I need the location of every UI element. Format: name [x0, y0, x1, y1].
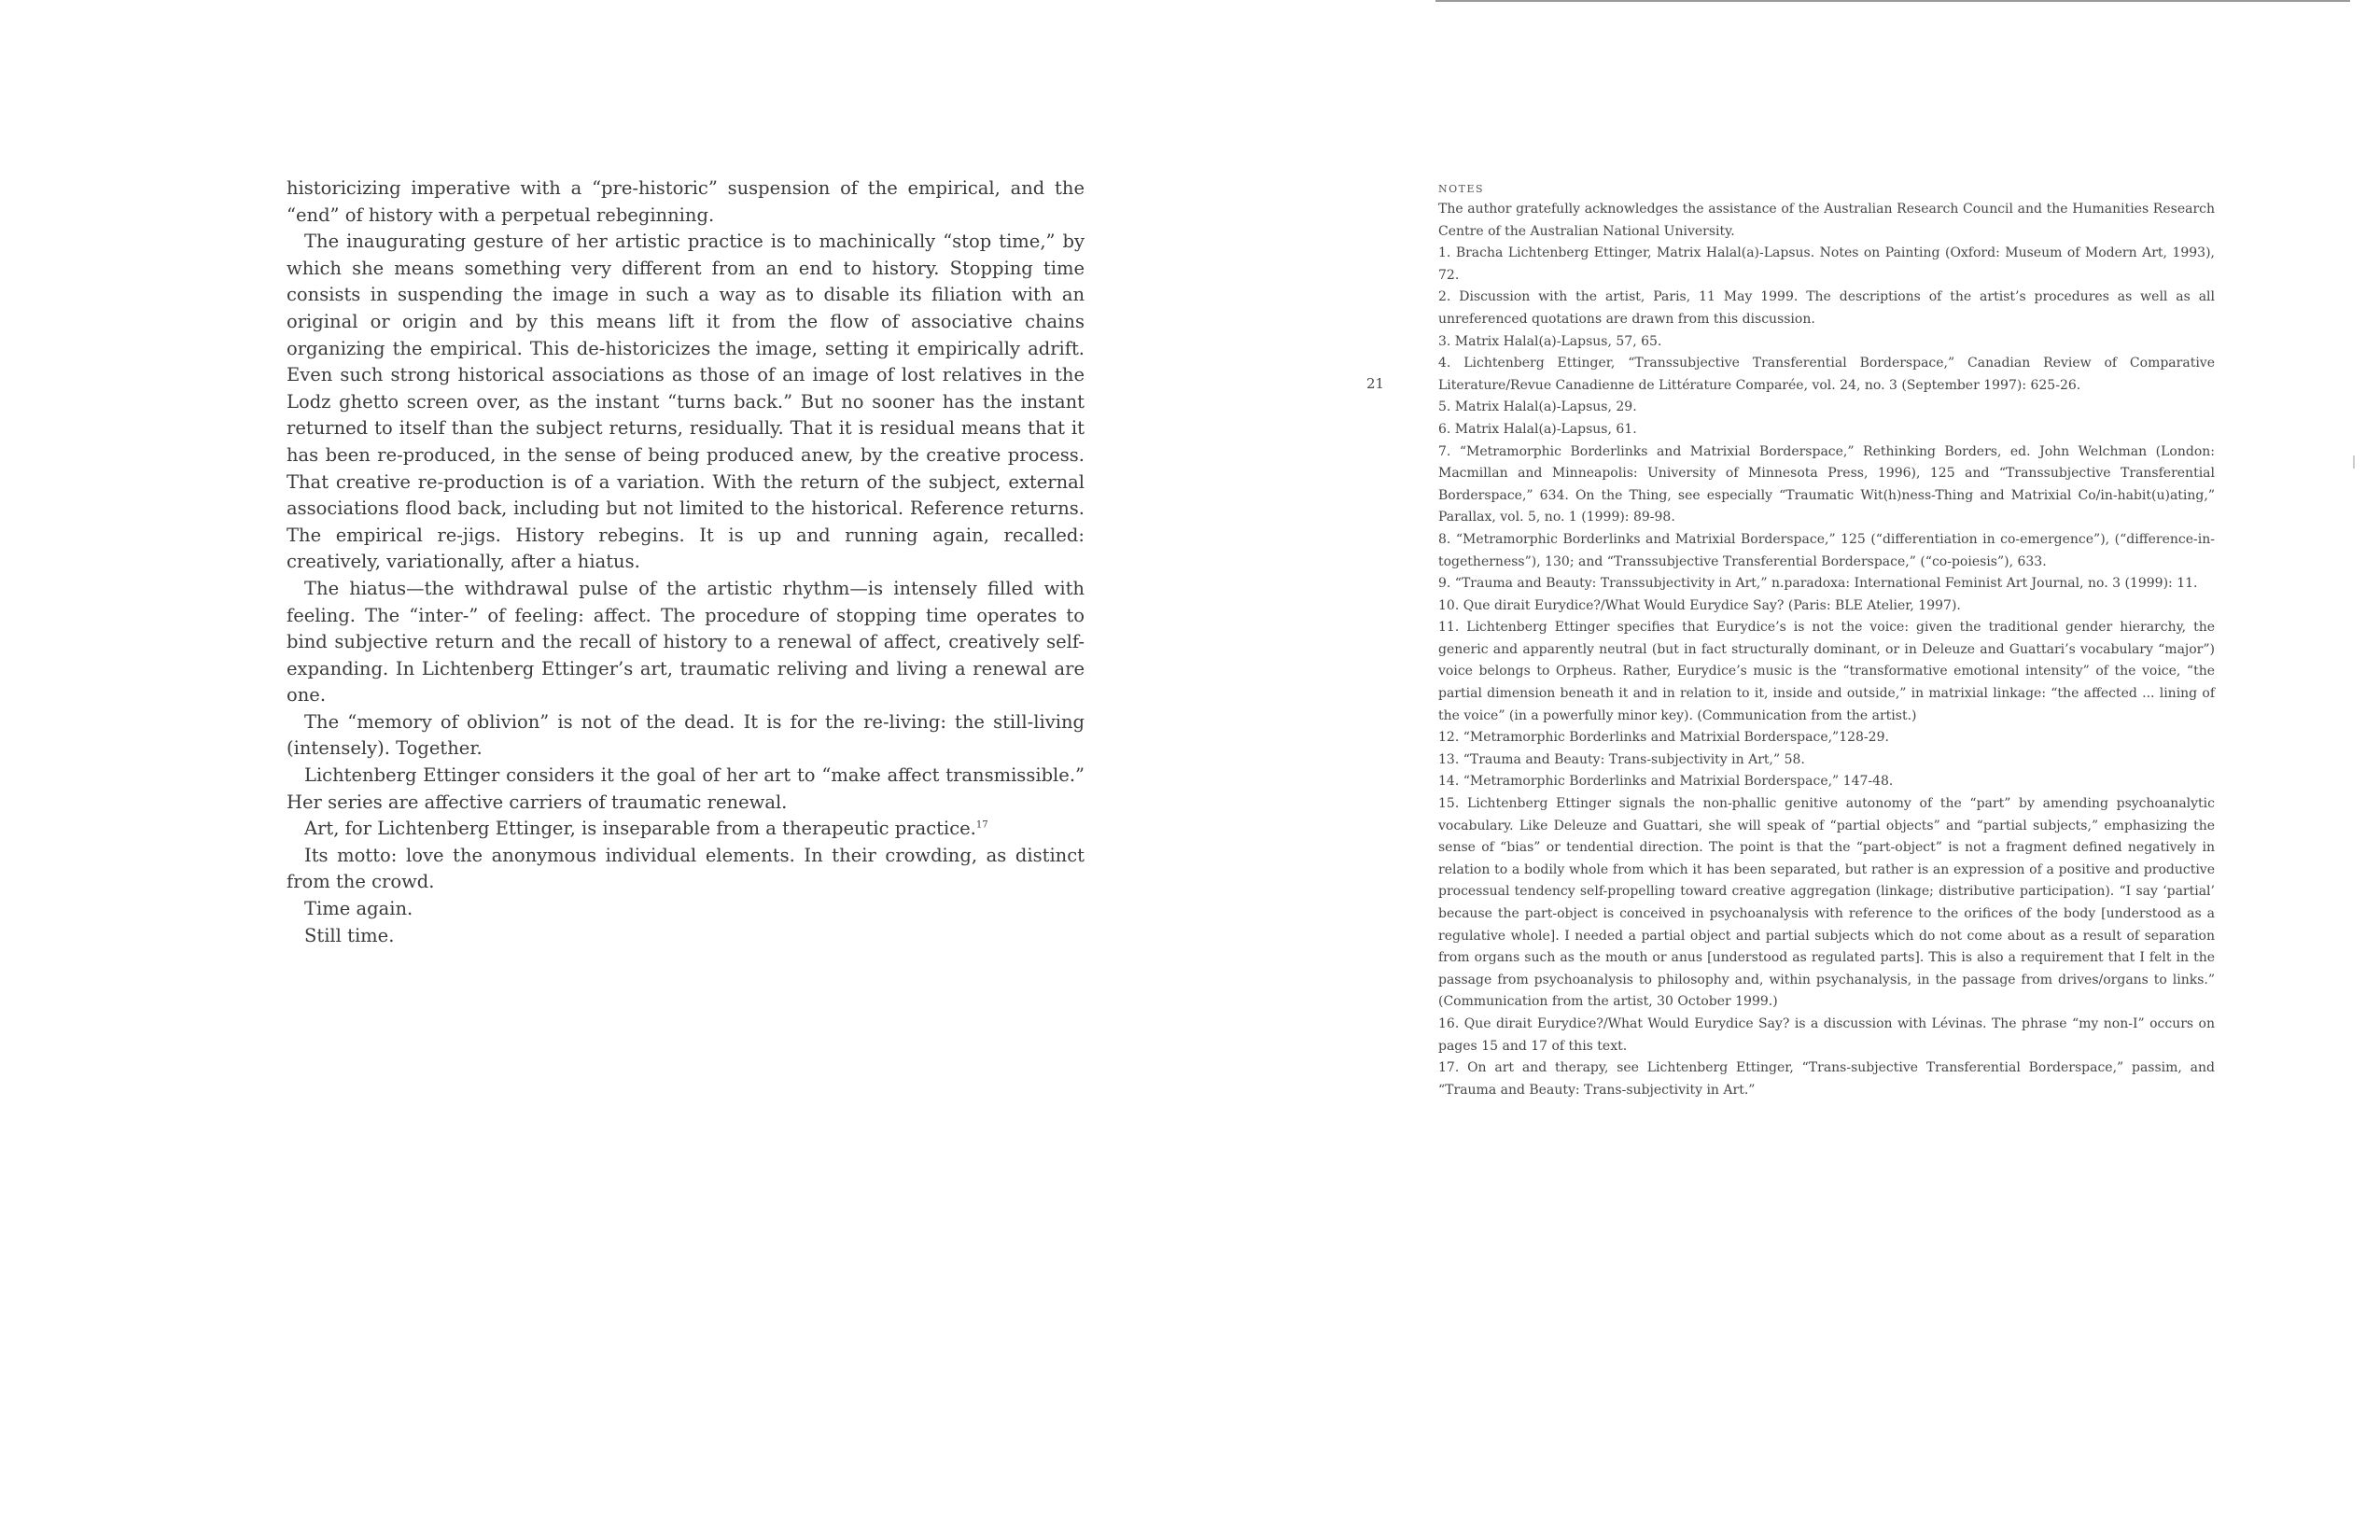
- note-item: 8. “Metramorphic Borderlinks and Matrixial Borderspace,” 125 (“differentiation in co-emergence”), (“difference-in-togetherness”), 130; and “Transsubjective Transferential Borderspace,” (“co-poiesis”), 633.: [1438, 531, 2215, 569]
- body-paragraph: Still time.: [304, 924, 395, 946]
- page-number: 21: [1366, 375, 1385, 392]
- note-item: 6. Matrix Halal(a)-Lapsus, 61.: [1438, 421, 1637, 437]
- note-item: 16. Que dirait Eurydice?/What Would Eurydice Say? is a discussion with Lévinas. The phrase “my non-I” occurs on pages 15 and 17 of this text.: [1438, 1015, 2215, 1054]
- notes-section: [1438, 182, 2215, 1101]
- note-item: 15. Lichtenberg Ettinger signals the non-phallic genitive autonomy of the “part” by amending psychoanalytic vocabulary. Like Deleuze and Guattari, she will speak of “partial objects” and “partial subjects,” emphasizing the sense of “bias” or tendential direction. The point is that the “part-object” is not a fragment defined negatively in relation to a bodily whole from which it has been separated, but rather is an expression of a positive and productive processual tendency self-propelling toward creative aggregation (linkage; distributive participation). “I say ‘partial’ because the part-object is conceived in psychoanalysis with reference to the orifices of the body [understood as a regulative whole]. I needed a partial object and partial subjects which do not come about as a result of separation from organs such as the mouth or anus [understood as regulated parts]. This is also a requirement that I felt in the passage from psychoanalysis to philosophy and, within psychanalysis, in the passage from drives/organs to links.” (Communication from the artist, 30 October 1999.): [1438, 796, 2215, 1010]
- note-item: 11. Lichtenberg Ettinger specifies that Eurydice’s is not the voice: given the traditional gender hierarchy, the generic and apparently neutral (but in fact structurally dominant, or in Deleuze and Guattari’s vocabulary “major”) voice belongs to Orpheus. Rather, Eurydice’s music is the “transformative emotional intensity” of the voice, “the partial dimension beneath it and in relation to it, inside and outside,” in matrixial linkage: “the affected ... lining of the voice” (in a powerfully minor key). (Communication from the artist.): [1438, 620, 2215, 723]
- body-paragraph: The hiatus—the withdrawal pulse of the artistic rhythm—is intensely filled with feeling. The “inter-” of feeling: affect. The procedure of stopping time operates to bind subjective return and the recall of history to a renewal of affect, creatively self-expanding. In Lichtenberg Ettinger’s art, traumatic reliving and living a renewal are one.: [287, 577, 1085, 707]
- left-page-body: [287, 175, 1085, 949]
- body-paragraph: Lichtenberg Ettinger considers it the goal of her art to “make affect transmissible.” Her series are affective carriers of traumatic renewal.: [287, 764, 1085, 813]
- note-item: 12. “Metramorphic Borderlinks and Matrixial Borderspace,”128-29.: [1438, 730, 1889, 746]
- note-item: 10. Que dirait Eurydice?/What Would Eurydice Say? (Paris: BLE Atelier, 1997).: [1438, 597, 1961, 613]
- note-item: 4. Lichtenberg Ettinger, “Transsubjective Transferential Borderspace,” Canadian Review of Comparative Literature/Revue Canadienne de Littérature Comparée, vol. 24, no. 3 (September 1997): 625-26.: [1438, 356, 2215, 393]
- body-paragraph-text: Art, for Lichtenberg Ettinger, is inseparable from a therapeutic practice.: [304, 818, 976, 840]
- top-edge-rule: [1435, 0, 2350, 2]
- body-paragraph: Time again.: [304, 898, 413, 920]
- note-item: 3. Matrix Halal(a)-Lapsus, 57, 65.: [1438, 333, 1662, 349]
- note-item: The author gratefully acknowledges the assistance of the Australian Research Council and the Humanities Research Centre of the Australian National University.: [1438, 202, 2215, 239]
- note-item: 2. Discussion with the artist, Paris, 11 May 1999. The descriptions of the artist’s procedures as well as all unreferenced quotations are drawn from this discussion.: [1438, 289, 2215, 327]
- body-paragraph-with-footnote: [287, 816, 1085, 843]
- page-edge-mark: [2353, 455, 2355, 469]
- note-item: 14. “Metramorphic Borderlinks and Matrixial Borderspace,” 147-48.: [1438, 774, 1894, 790]
- body-paragraph: historicizing imperative with a “pre-historic” suspension of the empirical, and the “end” of history with a perpetual rebeginning.: [287, 177, 1085, 226]
- body-paragraph: Its motto: love the anonymous individual elements. In their crowding, as distinct from the crowd.: [287, 844, 1085, 893]
- note-item: 17. On art and therapy, see Lichtenberg Ettinger, “Trans-subjective Transferential Borderspace,” passim, and “Trauma and Beauty: Trans-subjectivity in Art.”: [1438, 1060, 2215, 1098]
- note-item: 1. Bracha Lichtenberg Ettinger, Matrix Halal(a)-Lapsus. Notes on Painting (Oxford: Museum of Modern Art, 1993), 72.: [1438, 245, 2215, 283]
- notes-heading: NOTES: [1438, 183, 1485, 195]
- body-paragraph: The “memory of oblivion” is not of the dead. It is for the re-living: the still-living (intensely). Together.: [287, 710, 1085, 760]
- footnote-reference[interactable]: 17: [975, 819, 988, 831]
- note-item: 5. Matrix Halal(a)-Lapsus, 29.: [1438, 399, 1637, 415]
- note-item: 7. “Metramorphic Borderlinks and Matrixial Borderspace,” Rethinking Borders, ed. John Welchman (London: Macmillan and Minneapolis: University of Minnesota Press, 1996), 125 and “Transsubjective Transferential Borderspace,” 634. On the Thing, see especially “Traumatic Wit(h)ness-Thing and Matrixial Co/in-habit(u)ating,” Parallax, vol. 5, no. 1 (1999): 89-98.: [1438, 443, 2215, 525]
- body-paragraph: The inaugurating gesture of her artistic practice is to machinically “stop time,” by which she means something very different from an end to history. Stopping time consists in suspending the image in such a way as to disable its filiation with an original or origin and by this means lift it from the flow of associative chains organizing the empirical. This de-historicizes the image, setting it empirically adrift. Even such strong historical associations as those of an image of lost relatives in the Lodz ghetto screen over, as the instant “turns back.” But no sooner has the instant returned to itself than the subject returns, residually. That it is residual means that it has been re-produced, in the sense of being produced anew, by the creative process. That creative re-production is of a variation. With the return of the subject, external associations flood back, including but not limited to the historical. Reference returns. The empirical re-jigs. History rebegins. It is up and running again, recalled: creatively, variationally, after a hiatus.: [287, 231, 1085, 573]
- note-item: 9. “Trauma and Beauty: Transsubjectivity in Art,” n.paradoxa: International Feminist Art Journal, no. 3 (1999): 11.: [1438, 576, 2198, 592]
- note-item: 13. “Trauma and Beauty: Trans-subjectivity in Art,” 58.: [1438, 751, 1805, 767]
